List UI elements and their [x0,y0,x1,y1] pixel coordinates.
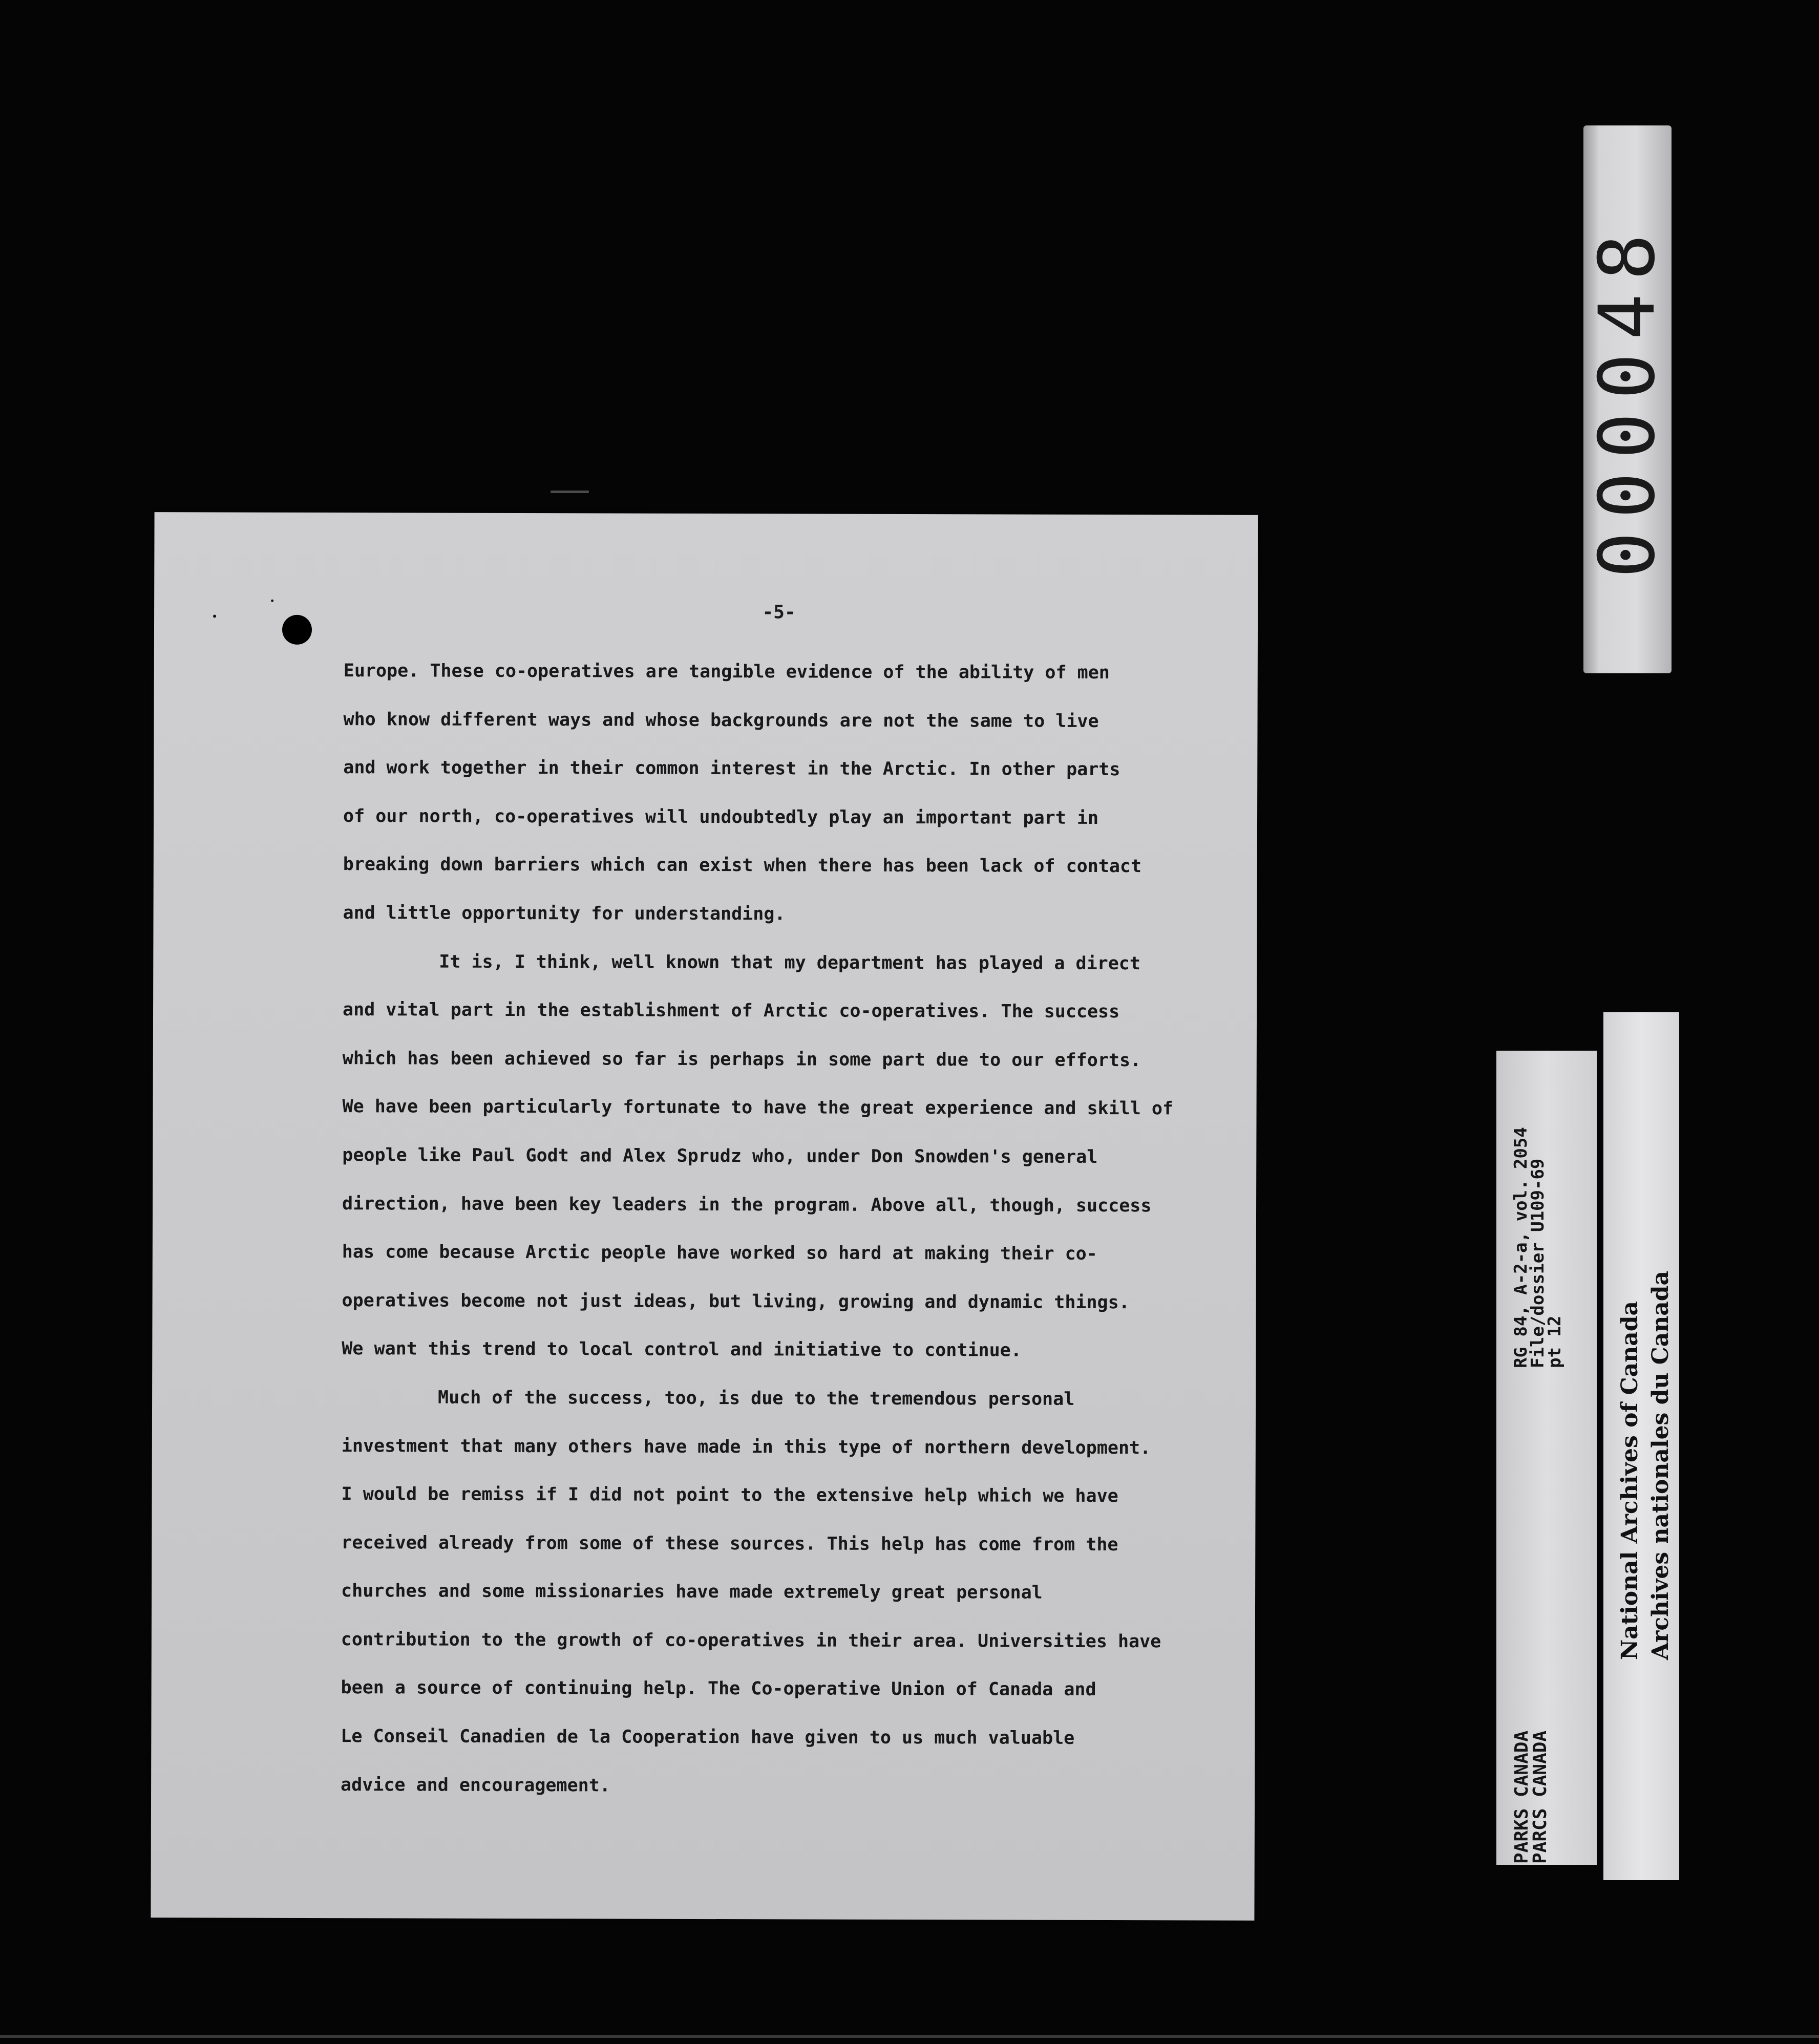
film-scratch-mark [551,491,589,493]
text-line: people like Paul Godt and Alex Sprudz who, under Don Snowden's general [342,1145,1098,1167]
text-line: I would be remiss if I did not point to the extensive help which we have [341,1484,1118,1507]
text-line: direction, have been key leaders in the program. Above all, though, success [342,1193,1152,1216]
body-text [341,647,1204,1812]
text-line: churches and some missionaries have made extremely great personal [341,1581,1043,1604]
archives-name: National Archives of Canada Archives nationales du Canada [1617,1270,1674,1660]
text-line: of our north, co-operatives will undoubtedly play an important part in [343,805,1099,828]
reference-label [1496,1051,1597,1865]
paragraph-start-line: Much of the success, too, is due to the tremendous personal [438,1387,1075,1410]
text-line: has come because Arctic people have worked so hard at making their co- [342,1242,1097,1265]
text-line: breaking down barriers which can exist when there has been lack of contact [343,854,1142,877]
dust-speck [271,600,273,602]
text-line: and vital part in the establishment of Arctic co-operatives. The success [343,999,1120,1023]
reel-number: 000048 [1583,221,1672,578]
paragraph-start-line: It is, I think, well known that my department has played a direct [439,951,1141,974]
file-reference: RG 84, A-2-a, vol. 2054 File/dossier U109-69 pt 12 [1511,1127,1565,1368]
text-line: and little opportunity for understanding. [343,903,786,925]
text-line: investment that many others have made in this type of northern development. [341,1435,1151,1458]
page-number: -5- [762,602,796,623]
text-line: which has been achieved so far is perhaps in some part due to our efforts. [342,1048,1141,1071]
text-line: We have been particularly fortunate to have the great experience and skill of [342,1096,1174,1119]
archives-label [1603,1012,1679,1880]
text-line: been a source of continuing help. The Co-operative Union of Canada and [341,1677,1096,1700]
text-line: advice and encouragement. [341,1774,610,1796]
text-line: contribution to the growth of co-operatives in their area. Universities have [341,1629,1161,1652]
text-line: received already from some of these sources. This help has come from the [341,1532,1118,1555]
agency-name: PARKS CANADA PARCS CANADA [1511,1730,1551,1864]
text-line: We want this trend to local control and initiative to continue. [342,1338,1022,1361]
reel-number-strip [1583,125,1672,673]
dust-speck [213,614,216,618]
text-line: operatives become not just ideas, but living, growing and dynamic things. [342,1290,1130,1313]
text-line: Europe. These co-operatives are tangible evidence of the ability of men [343,661,1110,684]
text-line: Le Conseil Canadien de la Cooperation have given to us much valuable [341,1726,1075,1749]
document-page [151,512,1258,1921]
punch-hole [282,615,312,645]
scanner-edge-line [0,2035,1819,2038]
text-line: who know different ways and whose backgrounds are not the same to live [343,709,1099,732]
text-line: and work together in their common interest in the Arctic. In other parts [343,757,1120,780]
